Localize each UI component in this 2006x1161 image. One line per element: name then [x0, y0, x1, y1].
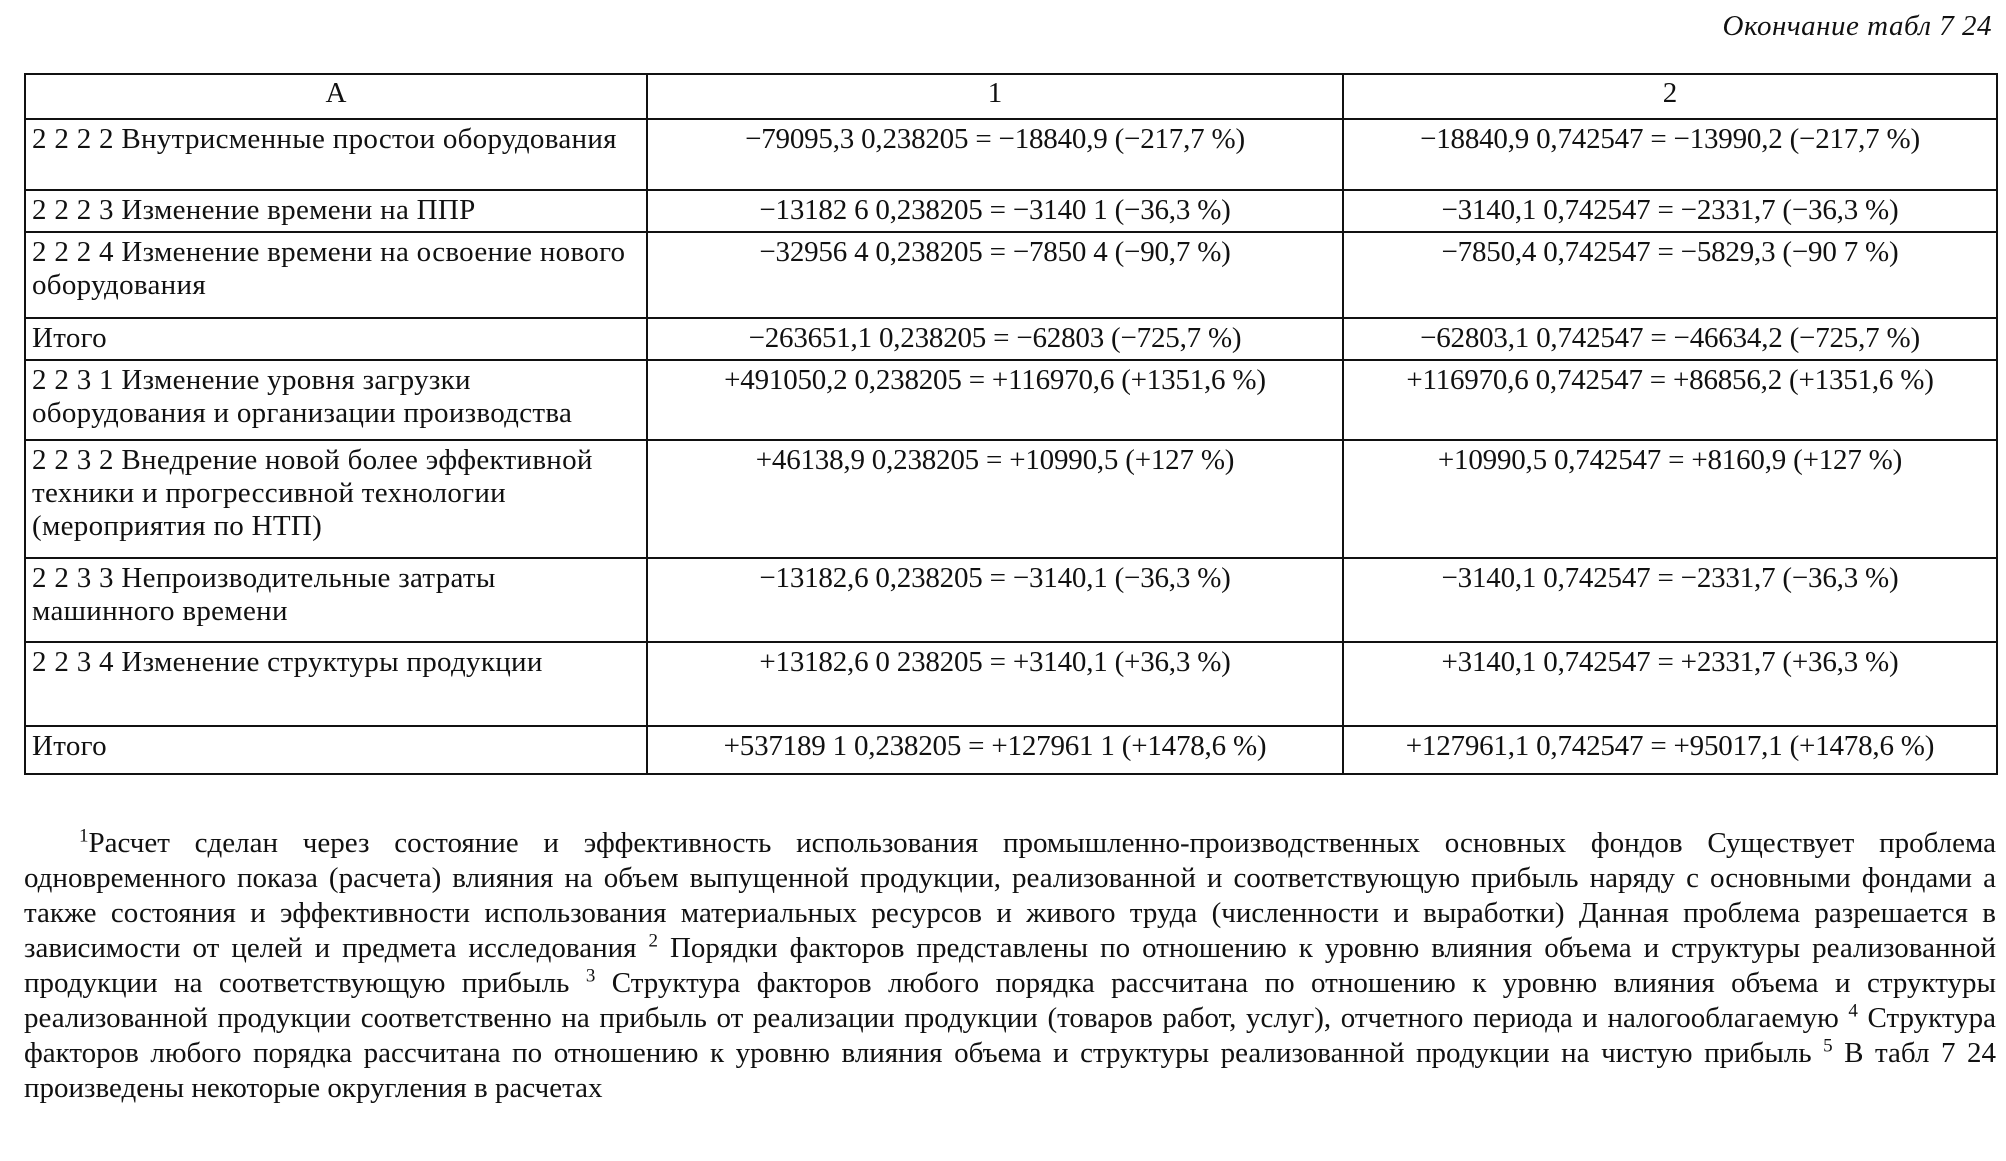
footnote-1-text: Расчет сделан через состояние и эффективность использования промышленно-производственных основных фондов Существует проблема одновременного показа (расчета) влияния на объем выпущенной продукции, реализованной и соответствующую прибыль наряду с основными фондами а также состояния и эффективности использования материальных ресурсов и живого труда (численности и выработки) Данная проблема разрешается в зависимости от целей и предмета исследования — [24, 827, 1996, 964]
column-header-2: 2 — [1343, 74, 1997, 119]
table-row — [25, 360, 1997, 440]
row-calc-col1: +491050,2 0,238205 = +116970,6 (+1351,6 %) — [647, 360, 1343, 440]
row-calc-col2: −3140,1 0,742547 = −2331,7 (−36,3 %) — [1343, 558, 1997, 642]
column-header-1: 1 — [647, 74, 1343, 119]
row-calc-col2: −7850,4 0,742547 = −5829,3 (−90 7 %) — [1343, 232, 1997, 318]
row-calc-col1: −79095,3 0,238205 = −18840,9 (−217,7 %) — [647, 119, 1343, 190]
footnote-mark-4: 4 — [1848, 1000, 1858, 1022]
row-calc-col2: −3140,1 0,742547 = −2331,7 (−36,3 %) — [1343, 190, 1997, 232]
footnote-mark-2: 2 — [648, 930, 658, 952]
table-row — [25, 119, 1997, 190]
table-row — [25, 558, 1997, 642]
column-header-a: А — [25, 74, 647, 119]
row-label: 2 2 3 3 Непроизводительные затраты машинного времени — [25, 558, 647, 642]
table-row — [25, 190, 1997, 232]
table-row-total — [25, 726, 1997, 774]
footnote-3-text: Структура факторов любого порядка рассчитана по отношению к уровню влияния объема и структуры реализованной продукции соответственно на прибыль от реализации продукции (товаров работ, услуг), отчетного периода и налогооблагаемую — [24, 967, 1996, 1034]
footnote-5-text: В табл 7 24 произведены некоторые округления в расчетах — [24, 1037, 1997, 1104]
row-label: 2 2 3 1 Изменение уровня загрузки оборудования и организации производства — [25, 360, 647, 440]
row-calc-col1: +13182,6 0 238205 = +3140,1 (+36,3 %) — [647, 642, 1343, 726]
row-calc-col1: −263651,1 0,238205 = −62803 (−725,7 %) — [647, 318, 1343, 360]
row-label: Итого — [25, 318, 647, 360]
row-calc-col1: −32956 4 0,238205 = −7850 4 (−90,7 %) — [647, 232, 1343, 318]
table-caption: Окончание табл 7 24 — [1722, 10, 1992, 42]
row-calc-col2: +116970,6 0,742547 = +86856,2 (+1351,6 %) — [1343, 360, 1997, 440]
footnote-mark-1: 1 — [79, 825, 89, 847]
row-label: Итого — [25, 726, 647, 774]
footnote-mark-3: 3 — [585, 965, 596, 987]
row-label: 2 2 2 3 Изменение времени на ППР — [25, 190, 647, 232]
footnote-mark-5: 5 — [1823, 1035, 1833, 1057]
row-calc-col1: +46138,9 0,238205 = +10990,5 (+127 %) — [647, 440, 1343, 558]
table-row-total — [25, 318, 1997, 360]
table-header-row — [25, 74, 1997, 119]
row-calc-col1: −13182 6 0,238205 = −3140 1 (−36,3 %) — [647, 190, 1343, 232]
table-row — [25, 642, 1997, 726]
row-calc-col2: +3140,1 0,742547 = +2331,7 (+36,3 %) — [1343, 642, 1997, 726]
row-label: 2 2 2 2 Внутрисменные простои оборудования — [25, 119, 647, 190]
footnote-2-text: Порядки факторов представлены по отношению к уровню влияния объема и структуры реализованной продукции на соответствующую прибыль — [24, 932, 1996, 999]
row-calc-col2: +127961,1 0,742547 = +95017,1 (+1478,6 %) — [1343, 726, 1997, 774]
row-calc-col1: +537189 1 0,238205 = +127961 1 (+1478,6 %) — [647, 726, 1343, 774]
row-calc-col2: +10990,5 0,742547 = +8160,9 (+127 %) — [1343, 440, 1997, 558]
table-row — [25, 440, 1997, 558]
row-label: 2 2 3 4 Изменение структуры продукции — [25, 642, 647, 726]
data-table — [24, 73, 1998, 775]
footnotes — [24, 826, 1996, 1106]
footnote-4-text: Структура факторов любого порядка рассчитана по отношению к уровню влияния объема и структуры реализованной продукции на чистую прибыль — [24, 1002, 1997, 1069]
row-label: 2 2 3 2 Внедрение новой более эффективной техники и прогрессивной технологии (мероприятия по НТП) — [25, 440, 647, 558]
table-row — [25, 232, 1997, 318]
row-calc-col2: −18840,9 0,742547 = −13990,2 (−217,7 %) — [1343, 119, 1997, 190]
row-label: 2 2 2 4 Изменение времени на освоение нового оборудования — [25, 232, 647, 318]
row-calc-col2: −62803,1 0,742547 = −46634,2 (−725,7 %) — [1343, 318, 1997, 360]
row-calc-col1: −13182,6 0,238205 = −3140,1 (−36,3 %) — [647, 558, 1343, 642]
